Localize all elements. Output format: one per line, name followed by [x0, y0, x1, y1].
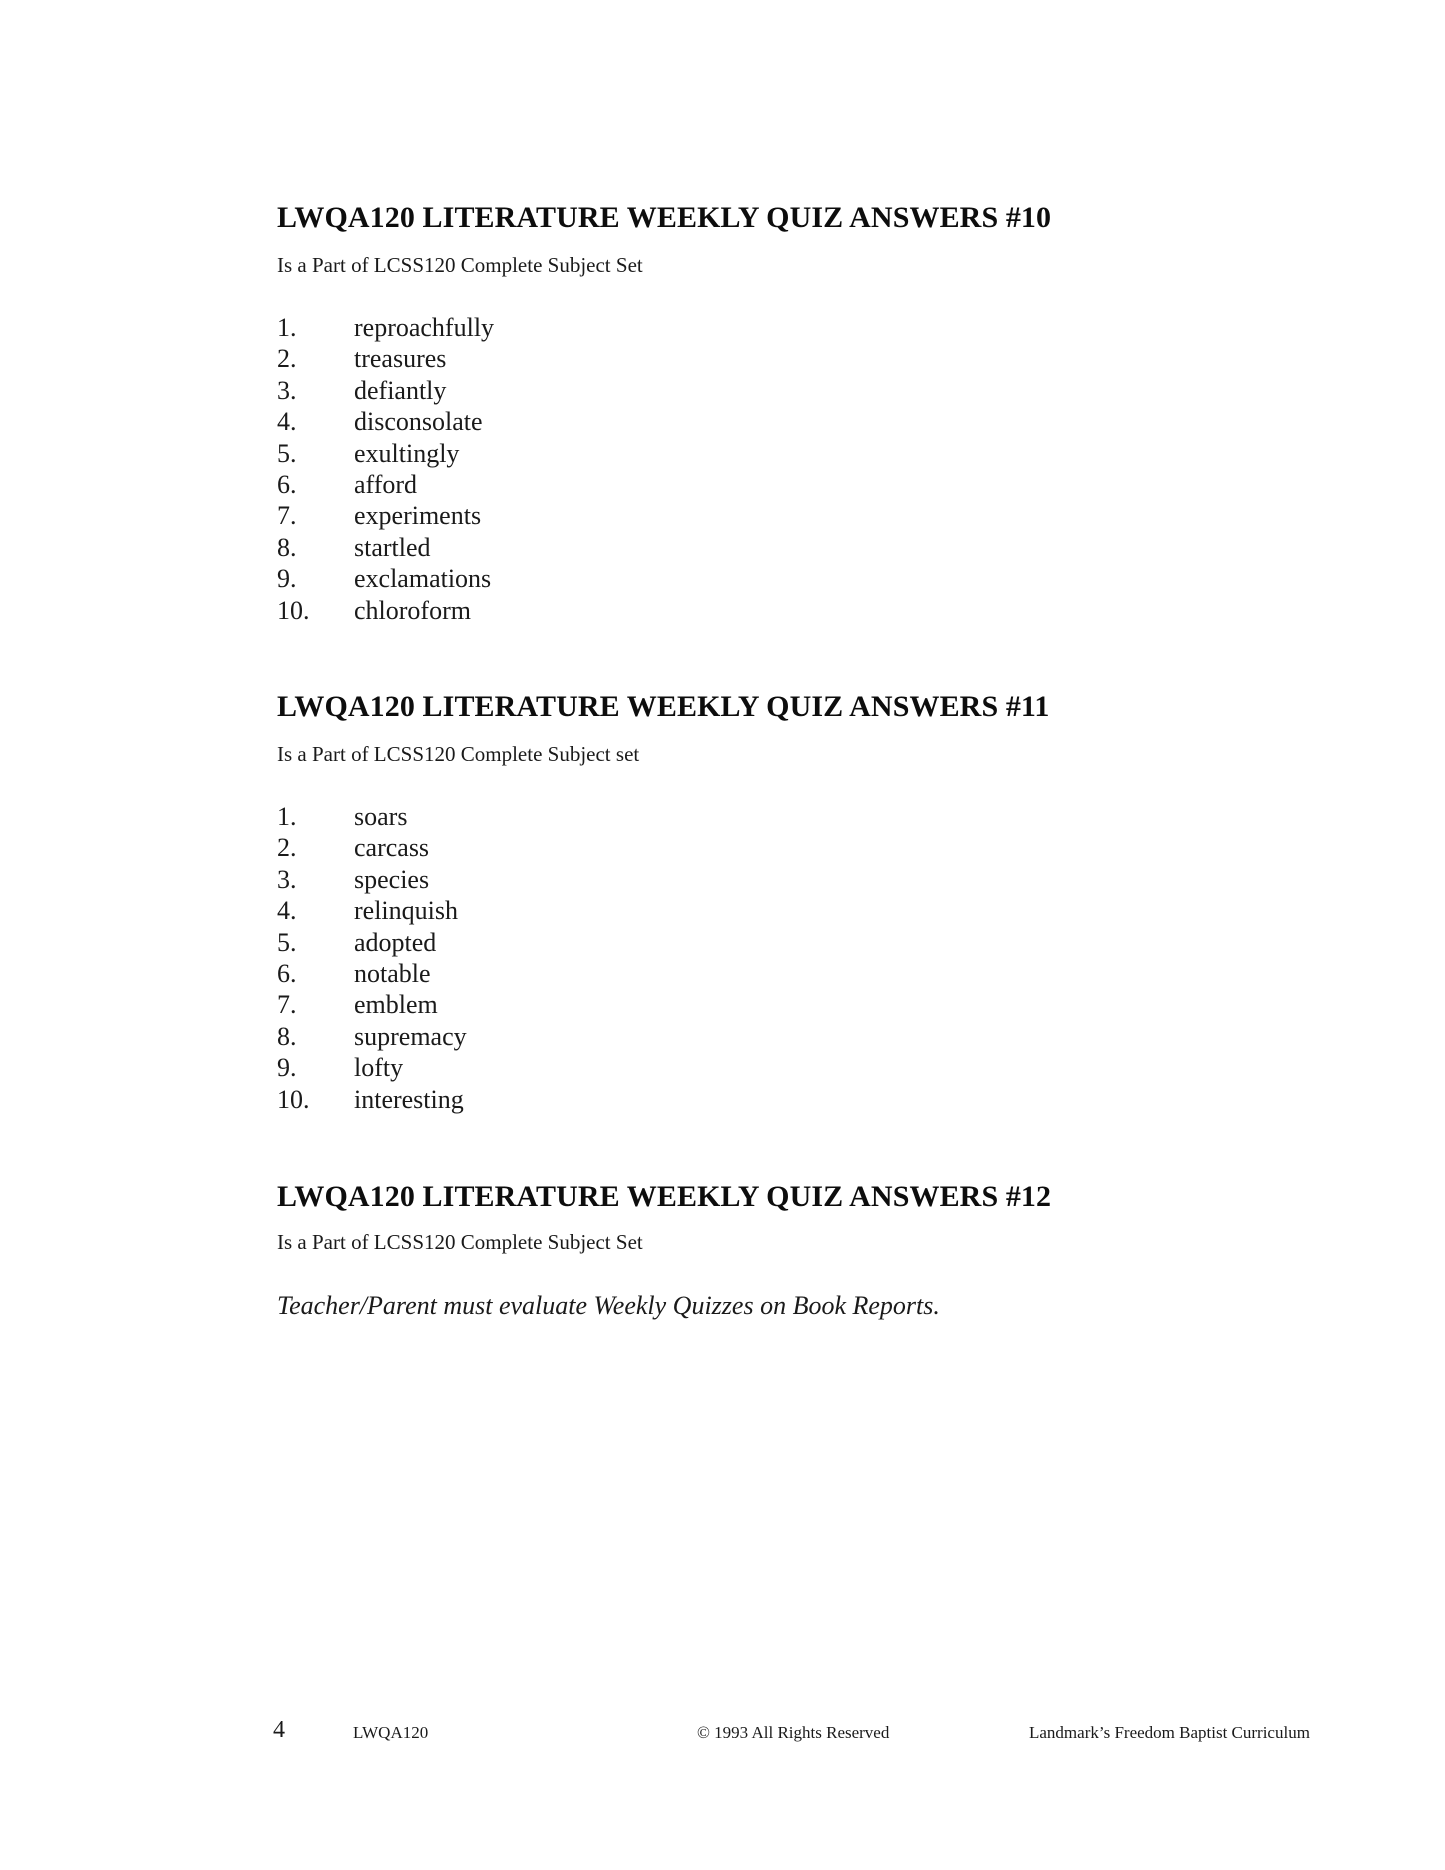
footer-publisher: Landmark’s Freedom Baptist Curriculum	[1029, 1723, 1310, 1742]
answer-number: 8.	[277, 532, 297, 562]
answer-number: 5.	[277, 927, 297, 957]
answer-word: experiments	[354, 501, 482, 531]
answer-word: soars	[354, 802, 408, 831]
answer-word: disconsolate	[354, 407, 483, 437]
footer-copyright: © 1993 All Rights Reserved	[697, 1723, 890, 1742]
answer-word: carcass	[354, 833, 430, 863]
answer-number: 5.	[277, 438, 297, 468]
answer-number: 10.	[277, 1084, 310, 1114]
answer-word: emblem	[354, 990, 438, 1020]
answer-number: 7.	[277, 990, 297, 1020]
answer-number: 4.	[277, 407, 297, 437]
answer-number: 1.	[277, 802, 297, 831]
evaluation-note: Teacher/Parent must evaluate Weekly Quizzes on Book Reports.	[277, 1291, 940, 1320]
answer-word: adopted	[354, 927, 437, 957]
section-heading: LWQA120 LITERATURE WEEKLY QUIZ ANSWERS #10	[277, 201, 1052, 234]
answer-number: 2.	[277, 344, 297, 374]
answer-number: 3.	[277, 375, 297, 405]
answer-number: 2.	[277, 833, 297, 863]
page-number: 4	[273, 1717, 285, 1743]
answer-word: species	[354, 864, 430, 894]
answer-word: afford	[354, 469, 418, 499]
answer-word: notable	[354, 958, 431, 988]
section-subtitle: Is a Part of LCSS120 Complete Subject Set	[277, 253, 643, 277]
section-subtitle: Is a Part of LCSS120 Complete Subject set	[277, 742, 640, 766]
answer-number: 3.	[277, 864, 297, 894]
answer-number: 4.	[277, 896, 297, 926]
answer-word: defiantly	[354, 375, 447, 405]
answer-word: exclamations	[354, 564, 492, 594]
answer-word: lofty	[354, 1053, 404, 1083]
answer-number: 7.	[277, 501, 297, 531]
answer-number: 8.	[277, 1021, 297, 1051]
answer-word: startled	[354, 532, 431, 562]
answer-word: interesting	[354, 1084, 464, 1114]
footer-course-code: LWQA120	[353, 1723, 429, 1742]
page-footer	[0, 1718, 1445, 1748]
answer-word: relinquish	[354, 896, 458, 926]
answer-word: treasures	[354, 344, 447, 374]
answer-number: 6.	[277, 958, 297, 988]
answer-word: chloroform	[354, 595, 471, 625]
answer-number: 10.	[277, 595, 310, 625]
section-subtitle: Is a Part of LCSS120 Complete Subject Set	[277, 1230, 643, 1254]
answer-word: reproachfully	[354, 313, 495, 342]
answer-number: 6.	[277, 469, 297, 499]
answer-number: 9.	[277, 564, 297, 594]
answer-word: supremacy	[354, 1021, 467, 1051]
section-heading: LWQA120 LITERATURE WEEKLY QUIZ ANSWERS #12	[277, 1180, 1052, 1213]
answer-number: 1.	[277, 313, 297, 342]
section-heading: LWQA120 LITERATURE WEEKLY QUIZ ANSWERS #11	[277, 690, 1050, 723]
answer-word: exultingly	[354, 438, 460, 468]
answer-number: 9.	[277, 1053, 297, 1083]
